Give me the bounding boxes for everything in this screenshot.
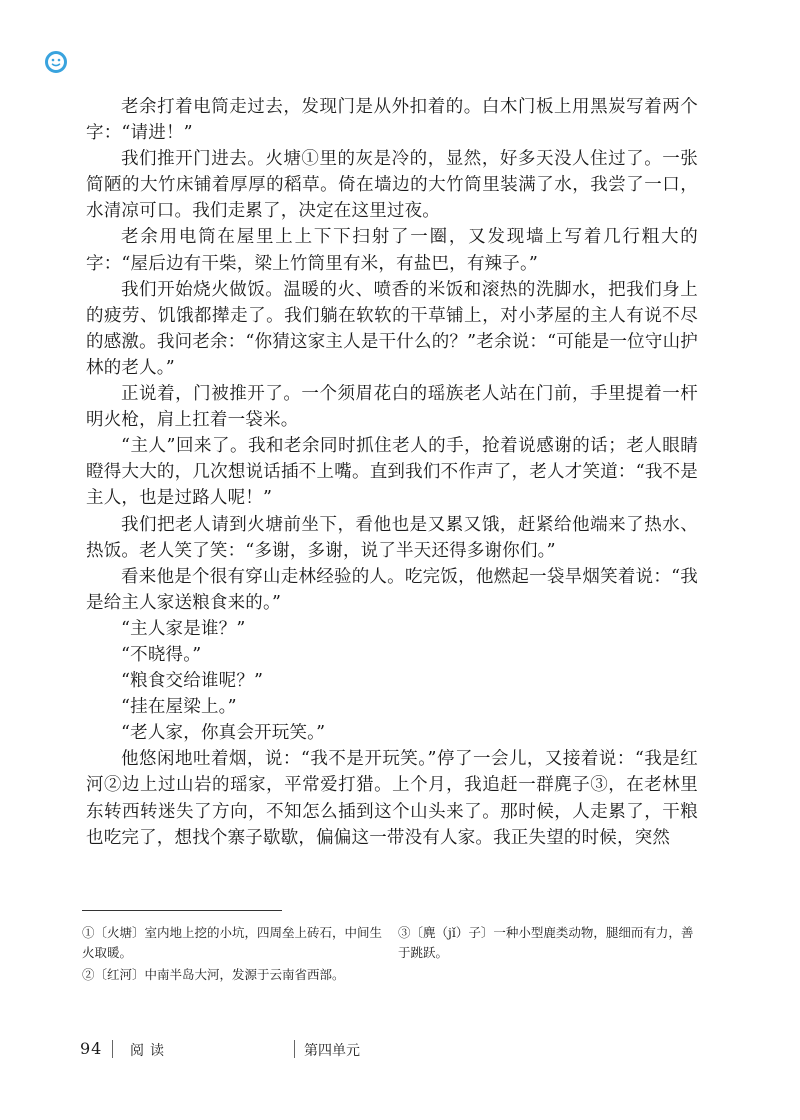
footnote-1: ①〔火塘〕室内地上挖的小坑，四周垒上砖石，中间生火取暖。 [82, 925, 383, 960]
footer-divider [294, 1040, 295, 1058]
dialogue-line: “老人家，你真会开玩笑。” [121, 723, 326, 744]
paragraph: 他悠闲地吐着烟，说：“我不是开玩笑。”停了一会儿，又接着说：“我是红河②边上过山岩的瑶家，平常爱打猎。上个月，我追赶一群麂子③，在老林里东转西转迷失了方向，不知怎么插到这个山头来了。那时候，人走累了，干粮也吃完了，想找个寨子歇歇，偏偏这一带没有人家。我正失望的时候，突然 [86, 749, 698, 848]
dialogue-line: “不晓得。” [121, 644, 202, 665]
paragraph: 看来他是个很有穿山走林经验的人。吃完饭，他燃起一袋旱烟笑着说：“我是给主人家送粮食来的。” [86, 566, 698, 613]
footnote-2: ②〔红河〕中南半岛大河，发源于云南省西部。 [82, 967, 345, 982]
smiley-face-icon [44, 50, 68, 74]
dialogue-line: “粮食交给谁呢？” [121, 671, 264, 692]
dialogue-line: “主人家是谁？” [121, 618, 246, 639]
paragraph: 老余用电筒在屋里上上下下扫射了一圈，又发现墙上写着几行粗大的字：“屋后边有干柴，梁上竹筒里有米，有盐巴，有辣子。” [86, 227, 698, 274]
paragraph: 我们开始烧火做饭。温暖的火、喷香的米饭和滚热的洗脚水，把我们身上的疲劳、饥饿都撵走了。我们躺在软软的干草铺上，对小茅屋的主人有说不尽的感激。我问老余：“你猜这家主人是干什么的？”老余说：“可能是一位守山护林的老人。” [86, 279, 698, 378]
page-number: 94 [80, 1039, 103, 1058]
footer-divider [112, 1040, 113, 1058]
page-footer [0, 1036, 800, 1064]
dialogue-line: “挂在屋梁上。” [121, 697, 237, 718]
footnote-divider [82, 910, 282, 911]
article-body [86, 94, 698, 851]
paragraph: 我们推开门进去。火塘①里的灰是冷的，显然，好多天没人住过了。一张简陋的大竹床铺着厚厚的稻草。倚在墙边的大竹筒里装满了水，我尝了一口，水清凉可口。我们走累了，决定在这里过夜。 [86, 149, 698, 222]
footer-section-label: 阅读 [130, 1043, 170, 1059]
footer-unit-label: 第四单元 [304, 1043, 360, 1059]
paragraph: 正说着，门被推开了。一个须眉花白的瑶族老人站在门前，手里提着一杆明火枪，肩上扛着一袋米。 [86, 384, 698, 431]
paragraph: 我们把老人请到火塘前坐下，看他也是又累又饿，赶紧给他端来了热水、热饭。老人笑了笑：“多谢，多谢，说了半天还得多谢你们。” [86, 514, 698, 561]
paragraph: “主人”回来了。我和老余同时抓住老人的手，抢着说感谢的话；老人眼睛瞪得大大的，几次想说话插不上嘴。直到我们不作声了，老人才笑道：“我不是主人，也是过路人呢！” [86, 436, 698, 509]
footnote-3: ③〔麂（jǐ）子〕一种小型鹿类动物，腿细而有力，善于跳跃。 [398, 925, 694, 960]
paragraph: 老余打着电筒走过去，发现门是从外扣着的。白木门板上用黑炭写着两个字：“请进！” [86, 97, 698, 144]
